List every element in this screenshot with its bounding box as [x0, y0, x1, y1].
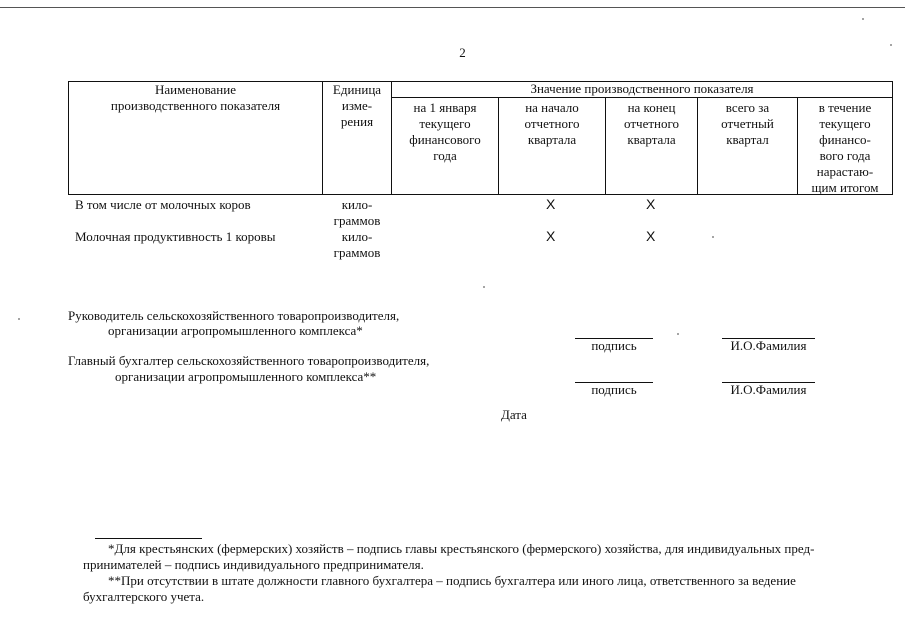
scan-speck: [483, 286, 485, 288]
group-header-divider: [391, 97, 893, 98]
row-indicator-name: В том числе от молочных коров: [75, 197, 251, 212]
footnote-text-line: **При отсутствии в штате должности главного бухгалтера – подпись бухгалтера или иного лица, ответственного за ведение: [108, 573, 796, 588]
name-caption: И.О.Фамилия: [730, 338, 807, 353]
cell-not-applicable-mark: X: [646, 228, 656, 244]
footnote-text-line: *Для крестьянских (фермерских) хозяйств – подпись главы крестьянского (фермерского) хозяйства, для индивидуальных пред-: [108, 541, 815, 556]
header-bottom-border: [68, 194, 893, 195]
signatory-title-line: Главный бухгалтер сельскохозяйственного товаропроизводителя,: [68, 353, 430, 368]
header-indicator-name: [69, 82, 322, 114]
header-text-line: на конец: [627, 100, 676, 115]
signatory-title-line: организации агропромышленного комплекса*: [108, 323, 363, 338]
name-caption: И.О.Фамилия: [730, 382, 807, 397]
header-text-line: щим итогом: [811, 180, 879, 195]
unit-text-line: граммов: [333, 245, 381, 260]
header-ytd: [798, 100, 892, 196]
header-text-line: производственного показателя: [110, 98, 281, 113]
header-text-line: рения: [340, 114, 374, 129]
header-text-line: отчетного: [624, 116, 679, 131]
header-text-line: текущего: [819, 116, 871, 131]
signature-caption: подпись: [591, 338, 637, 353]
header-text-line: финансо-: [819, 132, 871, 147]
header-value-group: [392, 81, 892, 97]
cell-not-applicable-mark: X: [546, 228, 556, 244]
unit-text-line: кило-: [341, 197, 373, 212]
header-text-line: Значение производственного показателя: [530, 81, 754, 96]
header-text-line: квартала: [527, 132, 577, 147]
scan-speck: [890, 44, 892, 46]
table-right-border: [892, 81, 893, 195]
header-quarter-start: [499, 100, 605, 148]
unit-text-line: граммов: [333, 213, 381, 228]
header-text-line: на начало: [525, 100, 579, 115]
header-text-line: года: [433, 148, 457, 163]
signature-caption: подпись: [591, 382, 637, 397]
header-text-line: на 1 января: [413, 100, 477, 115]
scan-speck: [677, 333, 679, 335]
header-text-line: всего за: [725, 100, 770, 115]
signatory-title-line: организации агропромышленного комплекса**: [115, 369, 377, 384]
footnote-text-line: бухгалтерского учета.: [83, 589, 205, 604]
header-jan1: [392, 100, 498, 164]
footnote-text-line: принимателей – подпись индивидуального предпринимателя.: [83, 557, 424, 572]
scan-speck: [712, 236, 714, 238]
header-text-line: Наименование: [155, 82, 236, 97]
header-quarter-end: [606, 100, 697, 148]
header-text-line: квартал: [726, 132, 769, 147]
header-text-line: текущего: [419, 116, 471, 131]
header-text-line: финансового: [409, 132, 481, 147]
header-text-line: отчетный: [721, 116, 774, 131]
footnote-separator: [95, 538, 202, 539]
footnote-2: [83, 573, 883, 605]
header-text-line: изме-: [341, 98, 373, 113]
scan-speck: [18, 318, 20, 320]
cell-not-applicable-mark: X: [546, 196, 556, 212]
header-text-line: в течение: [818, 100, 872, 115]
header-text-line: Единица: [332, 82, 382, 97]
footnote-1: [83, 541, 883, 573]
page-number: 2: [459, 45, 466, 60]
unit-text-line: кило-: [341, 229, 373, 244]
date-label: Дата: [501, 407, 527, 422]
header-unit: [323, 82, 391, 130]
cell-not-applicable-mark: X: [646, 196, 656, 212]
scan-top-border: [0, 7, 905, 8]
signatory-title-line: Руководитель сельскохозяйственного товаропроизводителя,: [68, 308, 400, 323]
scan-speck: [862, 18, 864, 20]
row-unit: [323, 197, 391, 229]
row-indicator-name: Молочная продуктивность 1 коровы: [75, 229, 276, 244]
row-unit: [323, 229, 391, 261]
header-text-line: отчетного: [524, 116, 580, 131]
header-text-line: вого года: [819, 148, 871, 163]
header-quarter-total: [698, 100, 797, 148]
header-text-line: квартала: [627, 132, 676, 147]
header-text-line: нарастаю-: [816, 164, 874, 179]
